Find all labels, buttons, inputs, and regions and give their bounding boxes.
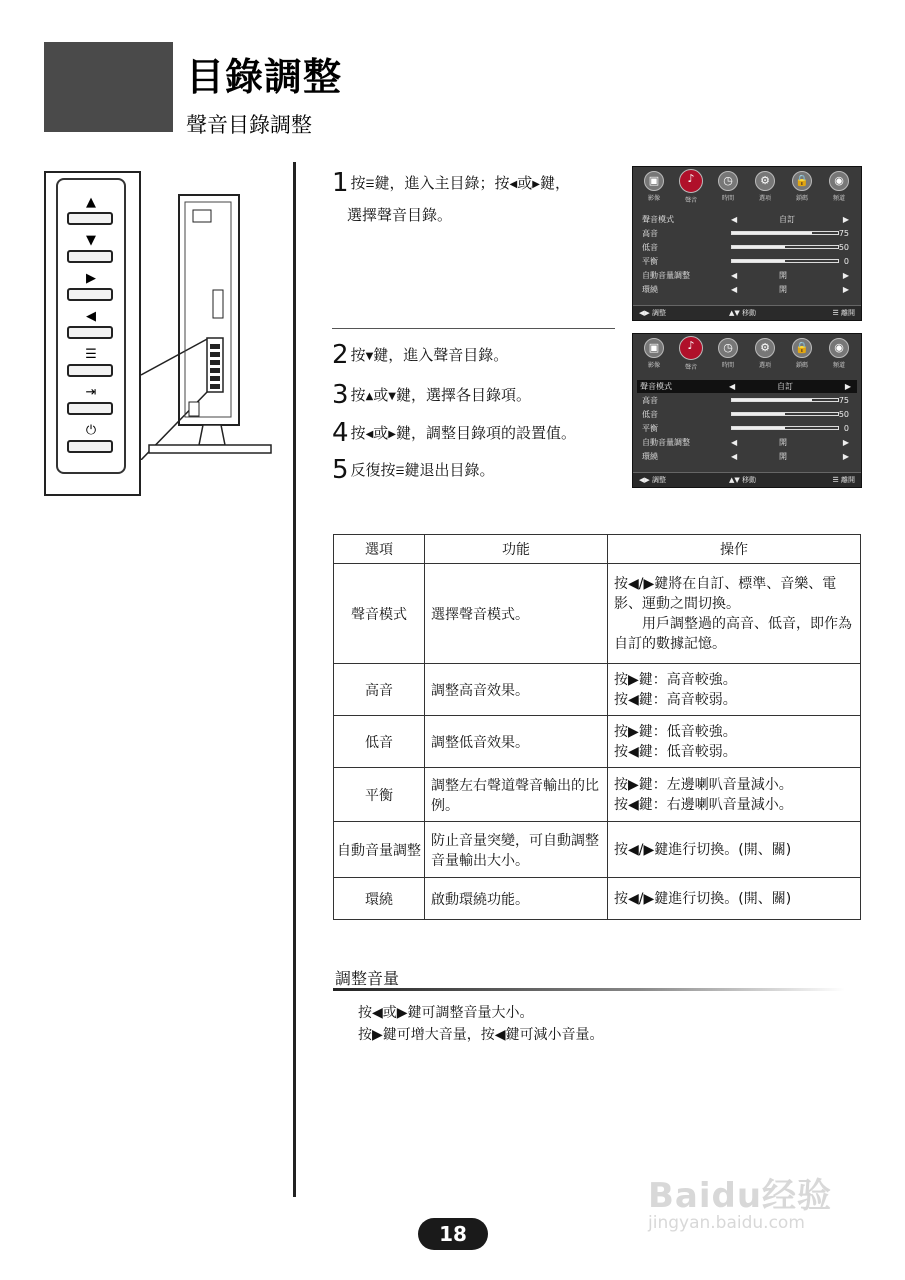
osd-tab [785, 171, 819, 202]
osd-move-hint: ▲▼ 移動 [729, 309, 757, 317]
vertical-divider [293, 162, 296, 1197]
cell-operation [608, 768, 861, 822]
menu-key-icon: ☰ [365, 179, 375, 190]
osd-slider-fill [732, 260, 785, 262]
table-header-row [334, 535, 861, 564]
cell-operation [608, 664, 861, 716]
menu-key-icon: ☰ [832, 309, 839, 317]
osd-footer [633, 305, 861, 320]
right-arrow-icon: ▶ [86, 271, 96, 286]
cell-item: 自動音量調整 [334, 822, 425, 878]
operation-line: 按◀/▶鍵進行切換。(開、關) [614, 841, 792, 858]
osd-row-label: 聲音模式 [642, 215, 674, 224]
header-block [44, 42, 173, 132]
panel-button [67, 402, 113, 415]
osd-slider [731, 259, 839, 263]
sound-tab-icon: ♪ [679, 169, 703, 193]
callout-line-top [141, 338, 209, 375]
operation-line: 按▶鍵：高音較強。 [614, 671, 737, 688]
osd-row [639, 283, 855, 296]
left-key-icon: ◀ [509, 179, 518, 190]
page-subtitle: 聲音目錄調整 [186, 113, 312, 137]
volume-heading: 調整音量 [335, 969, 400, 988]
header-operation: 操作 [608, 535, 861, 564]
menu-icon: ☰ [85, 347, 97, 362]
volume-line-1: 按◀或▶鍵可調整音量大小。 [358, 1005, 534, 1021]
osd-right-arrow-icon: ▶ [842, 285, 849, 294]
osd-row-label: 環繞 [642, 285, 658, 294]
watermark-url: jingyan.baidu.com [648, 1213, 805, 1233]
osd-footer [633, 472, 861, 487]
osd-row [639, 436, 855, 449]
osd-left-arrow-icon: ◀ [731, 438, 738, 447]
osd-row [639, 408, 855, 421]
up-key-icon: ▲ [365, 391, 374, 402]
osd-tab-label: 頻道 [832, 195, 845, 202]
tv-button-5 [210, 376, 220, 381]
osd-slider [731, 398, 839, 402]
menu-key-icon: ☰ [832, 476, 839, 484]
osd-left-arrow-icon: ◀ [731, 215, 738, 224]
cell-item: 平衡 [334, 768, 425, 822]
osd-row [639, 213, 855, 226]
osd-slider [731, 245, 839, 249]
osd-row-value: 開 [779, 271, 787, 280]
osd-tab-label: 影像 [647, 362, 660, 369]
osd-row [639, 269, 855, 282]
table-row [334, 878, 861, 920]
panel-button [67, 212, 113, 225]
cell-operation [608, 716, 861, 768]
panel-button [67, 288, 113, 301]
cell-function: 啟動環繞功能。 [425, 878, 608, 920]
cell-function: 防止音量突變，可自動調整音量輸出大小。 [425, 822, 608, 878]
lock-tab-icon: 🔒 [792, 171, 812, 191]
operation-line: 按◀/▶鍵進行切換。(開、關) [614, 890, 792, 907]
up-down-keys-icon: ▲▼ [729, 309, 740, 317]
tv-button-6 [210, 384, 220, 389]
osd-slider-fill [732, 427, 785, 429]
up-down-keys-icon: ▲▼ [729, 476, 740, 484]
osd-tab [822, 171, 856, 202]
osd-left-arrow-icon: ◀ [731, 285, 738, 294]
menu-key-icon: ☰ [395, 466, 405, 477]
table-row [334, 664, 861, 716]
lock-tab-icon: 🔒 [792, 338, 812, 358]
tv-button-2 [210, 352, 220, 357]
time-tab-icon: ◷ [718, 338, 738, 358]
osd-tab-label: 鎖碼 [795, 362, 808, 369]
osd-row [637, 380, 857, 393]
osd-tab [748, 171, 782, 202]
tv-side-port [213, 290, 223, 318]
osd-row [639, 422, 855, 435]
channel-tab-icon: ◉ [829, 338, 849, 358]
panel-button [67, 250, 113, 263]
osd-tab-label: 時間 [721, 195, 734, 202]
osd-slider-value: 50 [838, 410, 849, 419]
tv-stand-base [149, 445, 271, 453]
step-1-line2: 選擇聲音目錄。 [347, 206, 453, 224]
osd-row-value: 自訂 [777, 382, 793, 391]
osd-right-arrow-icon: ▶ [842, 271, 849, 280]
osd-right-arrow-icon: ▶ [842, 452, 849, 461]
osd-tab [674, 171, 708, 204]
panel-button [67, 326, 113, 339]
table-row [334, 564, 861, 664]
osd-row-label: 低音 [642, 410, 658, 419]
osd-slider-fill [732, 246, 785, 248]
volume-heading-rule [333, 988, 845, 991]
osd-slider-value: 75 [838, 396, 849, 405]
osd-row-label: 低音 [642, 243, 658, 252]
watermark-logo: Baidu经验 [648, 1176, 833, 1216]
cell-function: 調整高音效果。 [425, 664, 608, 716]
osd-left-arrow-icon: ◀ [729, 382, 736, 391]
left-key-icon: ◀ [365, 429, 374, 440]
tv-button-3 [210, 360, 220, 365]
osd-slider-value: 0 [843, 424, 849, 433]
osd-left-arrow-icon: ◀ [731, 271, 738, 280]
sound-tab-icon: ♪ [679, 336, 703, 360]
osd-left-arrow-icon: ◀ [731, 452, 738, 461]
osd-tab [822, 338, 856, 369]
tv-bottom-port [189, 402, 199, 416]
step-separator [332, 328, 615, 329]
osd-tab-bar [633, 334, 861, 372]
osd-tab [637, 338, 671, 369]
osd-tab-label: 聲音 [684, 197, 697, 204]
step-4: 4 按◀或▶鍵，調整目錄項的設置值。 [332, 418, 576, 448]
osd-row-label: 平衡 [642, 424, 658, 433]
down-key-icon: ▼ [365, 351, 374, 362]
osd-tab-label: 聲音 [684, 364, 697, 371]
page-title: 目錄調整 [186, 55, 343, 99]
osd-tab-label: 頻道 [832, 362, 845, 369]
osd-slider [731, 412, 839, 416]
option-tab-icon: ⚙ [755, 338, 775, 358]
cell-operation [608, 878, 861, 920]
osd-right-arrow-icon: ▶ [842, 215, 849, 224]
osd-slider [731, 426, 839, 430]
osd-row-label: 自動音量調整 [642, 438, 690, 447]
header-function: 功能 [425, 535, 608, 564]
operation-line: 按◀鍵：右邊喇叭音量減小。 [614, 796, 793, 813]
right-key-icon: ▶ [388, 429, 396, 440]
cell-item: 低音 [334, 716, 425, 768]
power-icon: ⏻ [85, 423, 97, 438]
osd-row [639, 227, 855, 240]
osd-slider-value: 75 [838, 229, 849, 238]
osd-row-label: 聲音模式 [640, 382, 672, 391]
operation-line: 按◀/▶鍵將在自訂、標準、音樂、電影、運動之間切換。 [614, 575, 837, 612]
time-tab-icon: ◷ [718, 171, 738, 191]
osd-tab [711, 171, 745, 202]
osd-row-label: 平衡 [642, 257, 658, 266]
osd-row [639, 394, 855, 407]
osd-slider-fill [732, 232, 812, 234]
osd-slider-value: 0 [843, 257, 849, 266]
osd-row-label: 高音 [642, 396, 658, 405]
osd-tab-label: 鎖碼 [795, 195, 808, 202]
osd-tab [711, 338, 745, 369]
tv-top-mark [193, 210, 211, 222]
osd-tab [785, 338, 819, 369]
osd-slider-fill [732, 413, 785, 415]
panel-button [67, 440, 113, 453]
osd-tab [674, 338, 708, 371]
osd-row-label: 高音 [642, 229, 658, 238]
osd-sound-menu-selected [632, 333, 862, 488]
osd-row-value: 自訂 [779, 215, 795, 224]
osd-exit-hint: ☰ 離開 [832, 309, 855, 317]
osd-tab-label: 選項 [758, 195, 771, 202]
osd-slider-value: 50 [838, 243, 849, 252]
cell-item: 高音 [334, 664, 425, 716]
down-arrow-icon: ▼ [86, 233, 96, 248]
down-key-icon: ▼ [388, 391, 396, 402]
panel-button [67, 364, 113, 377]
operation-line: 按▶鍵：低音較強。 [614, 723, 737, 740]
osd-row [639, 450, 855, 463]
cell-operation [608, 822, 861, 878]
option-tab-icon: ⚙ [755, 171, 775, 191]
cell-item: 聲音模式 [334, 564, 425, 664]
table-row [334, 822, 861, 878]
osd-row-value: 開 [779, 452, 787, 461]
osd-exit-hint: ☰ 離開 [832, 476, 855, 484]
osd-move-hint: ▲▼ 移動 [729, 476, 757, 484]
right-key-icon: ▶ [532, 179, 540, 190]
step-1: 1 按☰鍵，進入主目錄；按◀或▶鍵， [332, 168, 570, 198]
operation-line: 按▶鍵：左邊喇叭音量減小。 [614, 776, 793, 793]
osd-row-value: 開 [779, 285, 787, 294]
tv-side-view [141, 190, 281, 460]
operation-line: 用戶調整過的高音、低音，即作為自訂的數據記憶。 [614, 615, 852, 652]
step-2: 2 按▼鍵，進入聲音目錄。 [332, 340, 509, 370]
cell-function: 調整左右聲道聲音輸出的比例。 [425, 768, 608, 822]
tv-button-1 [210, 344, 220, 349]
osd-row-label: 環繞 [642, 452, 658, 461]
osd-tab-label: 時間 [721, 362, 734, 369]
table-row [334, 768, 861, 822]
step-3: 3 按▲或▼鍵，選擇各目錄項。 [332, 380, 531, 410]
osd-tab [748, 338, 782, 369]
picture-tab-icon: ▣ [644, 338, 664, 358]
osd-adjust-hint: ◀▶ 調整 [639, 309, 667, 317]
options-table [333, 534, 861, 920]
operation-line: 按◀鍵：高音較弱。 [614, 691, 737, 708]
osd-right-arrow-icon: ▶ [842, 438, 849, 447]
osd-tab [637, 171, 671, 202]
tv-stand-neck [199, 425, 225, 445]
osd-adjust-hint: ◀▶ 調整 [639, 476, 667, 484]
left-arrow-icon: ◀ [86, 309, 96, 324]
left-right-keys-icon: ◀▶ [639, 476, 650, 484]
osd-row-value: 開 [779, 438, 787, 447]
step-5: 5 反復按☰鍵退出目錄。 [332, 455, 495, 485]
osd-row [639, 241, 855, 254]
left-right-keys-icon: ◀▶ [639, 309, 650, 317]
cell-function: 調整低音效果。 [425, 716, 608, 768]
cell-item: 環繞 [334, 878, 425, 920]
page-number: 18 [418, 1218, 488, 1250]
header-item: 選項 [334, 535, 425, 564]
picture-tab-icon: ▣ [644, 171, 664, 191]
input-source-icon: ⇥ [85, 385, 97, 400]
cell-function: 選擇聲音模式。 [425, 564, 608, 664]
osd-row-label: 自動音量調整 [642, 271, 690, 280]
osd-slider [731, 231, 839, 235]
osd-slider-fill [732, 399, 812, 401]
table-row [334, 716, 861, 768]
volume-line-2: 按▶鍵可增大音量，按◀鍵可減小音量。 [358, 1027, 604, 1043]
osd-sound-menu [632, 166, 862, 321]
osd-tab-label: 影像 [647, 195, 660, 202]
osd-row [639, 255, 855, 268]
osd-tab-bar [633, 167, 861, 205]
channel-tab-icon: ◉ [829, 171, 849, 191]
up-arrow-icon: ▲ [86, 195, 96, 210]
osd-right-arrow-icon: ▶ [844, 382, 851, 391]
operation-line: 按◀鍵：低音較弱。 [614, 743, 737, 760]
tv-button-4 [210, 368, 220, 373]
osd-tab-label: 選項 [758, 362, 771, 369]
cell-operation [608, 564, 861, 664]
